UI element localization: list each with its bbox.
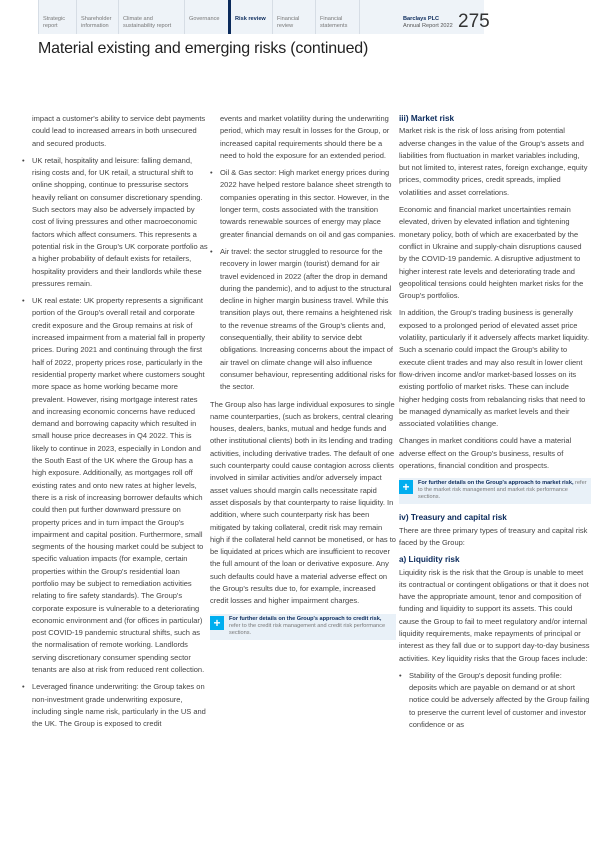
callout-bold: For further details on the Group's approach to market risk, [418,480,574,487]
paragraph: events and market volatility during the underwriting period, which may result in losses for the Group, or increased capital requirements should there be a need to hold the exposure for an extended period. [220,114,390,160]
page-title: Material existing and emerging risks (continued) [38,40,369,57]
bullet-deposit-funding: • Stability of the Group's deposit funding profile: deposits which are payable on demand or at short notice could be adversely affected by the Group failing to preserve the current level of customer and investor confidence or as [399,670,591,731]
callout-bold: For further details on the Group's approach to credit risk, [229,615,382,622]
market-risk-callout[interactable] [399,478,591,504]
bullet-oil-gas: • Oil & Gas sector: High market energy prices during 2022 have helped restore balance sheet strength to companies operating in this sector. However, in the longer term, costs associated with the transition towards renewable sources of energy may place greater financial demands on oil and gas companies. [210,167,396,241]
bullet-uk-retail: • UK retail, hospitality and leisure: falling demand, rising costs and, for UK retail, a structural shift to online shopping, continue to pressurise sectors heavily reliant on consumer discretionary spending. Such sectors may also be adversely impacted by cost of living pressures and other macroeconomic factors which affect consumers. This represents a potential risk in the Group's UK corporate portfolio as a higher probability of default exists for retailers, hospitality providers and their landlords while these pressures remain. [22,155,208,290]
paragraph: Economic and financial market uncertainties remain elevated, driven by elevated inflation and tightening monetary policy, both of which are exacerbated by the conflict in Ukraine and supply-chain disruptions caused by the COVID-19 pandemic. A disruptive adjustment to higher interest rate levels and deteriorating trade and geopolitical tensions could heighten market risks for the Group's portfolios. [399,205,584,301]
plus-icon: + [210,616,224,630]
column-3 [399,113,591,736]
callout-text: refer to the credit risk management and credit risk performance sections. [229,622,386,636]
plus-icon: + [399,480,413,494]
tab-strategic-report[interactable]: Strategic report [38,0,76,34]
tab-governance[interactable]: Governance [184,0,228,34]
page-number: 275 [458,11,490,32]
bullet-air-travel: • Air travel: the sector struggled to resource for the recovery in lower margin (tourist) demand for air travel evidenced in 2022 (after the drop in demand during the pandemic), and to adjust to the structural decline in higher margin business travel. While this transition plays out, there remains a heightened risk to the revenue streams of the Group's clients and, consequentially, their ability to service debt obligations. Increasing concerns about the impact of air travel on climate change will also influence consumer behaviour, representing additional risks for the sector. [210,246,396,394]
column-1 [22,113,208,736]
paragraph: impact a customer's ability to service debt payments could lead to increased arrears in both unsecured and secured products. [32,114,206,148]
paragraph: Changes in market conditions could have a material adverse effect on the Group's business, results of operations, financial condition and prospects. [399,436,572,471]
heading-treasury-capital-risk: iv) Treasury and capital risk [399,513,507,523]
column-2 [210,113,396,648]
bullet-uk-real-estate: • UK real estate: UK property represents a significant portion of the Group's overall retail and corporate credit exposure and the Group remains at risk of increased impairment from a material fall in property prices. During 2021 and continuing through the first half of 2022, property prices rose, particularly in the residential property market where customers sought more space as home working became more prevalent. However, rising mortgage interest rates and increasing economic concerns have reduced demand and borrowing capacity which resulted in small house price decreases in Q4 2022. This is likely to continue in 2023, especially in London and the South East of the UK where the Group has a high exposure. Additionally, as mortgages roll off existing rates and onto new rates at higher levels, there is a risk of increasing borrower defaults which could then put further downward pressure on property prices and in turn impact the Group's impairment and capital position. Furthermore, small segments of the housing market could be subject to specific valuation impacts (for example, certain properties within the Group's residential loan portfolio may be subject to remediation activities relating to fire safety standards). The Group's corporate exposure is vulnerable to a deteriorating economic environment and (for offices in particular) post COVID-19 pandemic structural shifts, such as the normalisation of remote working. Landlords serving discretionary consumer spending sector tenants are also at risk from reduced rent collection. [22,295,208,676]
tab-financial-statements[interactable]: Financial statements [315,0,359,34]
heading-liquidity-risk: a) Liquidity risk [399,555,460,565]
paragraph: Market risk is the risk of loss arising from potential adverse changes in the value of the Group's assets and liabilities from fluctuation in market variables including, but not limited to, interest rates, foreign exchange, equity prices, commodity prices, credit spreads, implied volatilities and asset correlations. [399,126,588,197]
tab-climate-sustainability[interactable]: Climate and sustainability report [118,0,184,34]
heading-market-risk: iii) Market risk [399,114,455,123]
callout-text: refer to the market risk management and market risk performance sections. [418,480,587,501]
paragraph: Liquidity risk is the risk that the Group is unable to meet its contractual or contingent obligations or that it does not have the appropriate amount, tenor and composition of funding and liquidity to support its assets. This could cause the Group to fail to meet regulatory and/or internal liquidity requirements, make repayments of principal or interest as they fall due or to support day-to-day business activities. Key liquidity risks that the Group faces include: [399,567,590,663]
credit-risk-callout[interactable] [210,614,396,640]
paragraph: In addition, the Group's trading business is generally exposed to a prolonged period of elevated asset price volatility, particularly if it adversely affects market liquidity. Such a scenario could impact the Group's ability to execute client trades and may also result in lower client flow-driven income and/or market-based losses on its existing portfolio of market risks. These can include higher hedging costs from rebalancing risks that need to be managed dynamically as market levels and their associated volatilities change. [399,308,590,429]
brand-name: Barclays PLC [403,16,440,22]
brand [403,16,453,30]
brand-sub: Annual Report 2022 [403,23,453,29]
bullet-leveraged-finance: • Leveraged finance underwriting: the Group takes on non-investment grade underwriting exposure, including single name risk, particularly in the US and the UK. The Group is exposed to credit [22,681,208,730]
tab-shareholder-information[interactable]: Shareholder information [76,0,118,34]
tab-risk-review[interactable]: Risk review [228,0,272,34]
tab-financial-review[interactable]: Financial review [272,0,315,34]
paragraph: There are three primary types of treasury and capital risk faced by the Group: [399,525,588,547]
paragraph: The Group also has large individual exposures to single name counterparties, (such as brokers, central clearing houses, dealers, banks, mutual and hedge funds and other institutional clients) both in its lending and trading activities, including derivative trades. The default of one such counterparty could cause contagion across clients involved in similar activities and/or adversely impact asset values should margin calls necessitate rapid asset disposals by that counterparty to raise liquidity. In addition, where such counterparty risk has been mitigated by taking collateral, credit risk may remain high if the collateral held cannot be monetised, or has to be liquidated at prices which are insufficient to recover the full amount of the loan or derivative exposure. Any such defaults could have a material adverse effect on the Group's results due to, for example, increased credit losses and higher impairment charges. [210,399,396,606]
